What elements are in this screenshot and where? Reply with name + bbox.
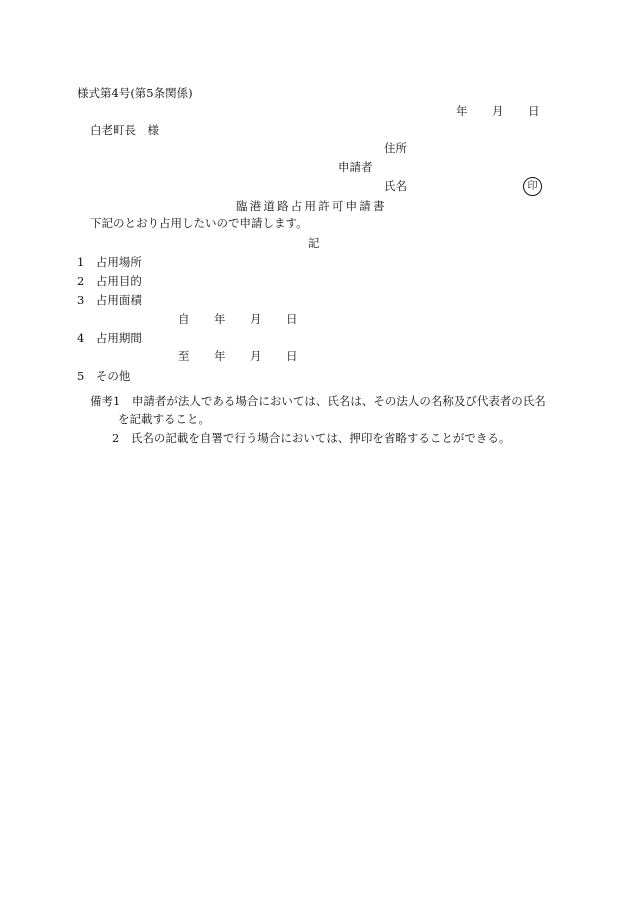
date-day: 日	[528, 104, 540, 118]
date-month: 月	[492, 104, 504, 118]
period-to-month: 月	[250, 349, 262, 363]
period-from: 自	[178, 312, 190, 326]
seal-mark: 印	[523, 177, 542, 196]
document-title: 臨港道路占用許可申請書	[236, 199, 387, 213]
item-area: 3 占用面積	[77, 293, 142, 307]
intro-text: 下記のとおり占用したいので申請します。	[90, 216, 308, 230]
period-from-day: 日	[286, 312, 298, 326]
item-purpose: 2 占用目的	[77, 274, 142, 288]
period-to: 至	[178, 349, 190, 363]
ki-heading: 記	[308, 236, 320, 250]
note-2: 2 氏名の記載を自署で行う場合においては、押印を省略することができる。	[112, 431, 511, 445]
form-number: 様式第4号(第5条関係)	[77, 86, 193, 100]
name-label: 氏名	[384, 179, 407, 193]
addressee: 白老町長 様	[90, 123, 159, 137]
address-label: 住所	[384, 141, 407, 155]
period-from-month: 月	[250, 312, 262, 326]
date-year: 年	[456, 104, 468, 118]
period-to-year: 年	[214, 349, 226, 363]
period-from-year: 年	[214, 312, 226, 326]
note-1-line-2: を記載すること。	[118, 412, 210, 426]
period-to-day: 日	[286, 349, 298, 363]
item-place: 1 占用場所	[77, 255, 142, 269]
item-period: 4 占用期間	[77, 331, 142, 345]
applicant-label: 申請者	[338, 160, 373, 174]
item-other: 5 その他	[77, 369, 131, 383]
note-1-line-1: 備考1 申請者が法人である場合においては、氏名は、その法人の名称及び代表者の氏名	[90, 394, 546, 408]
